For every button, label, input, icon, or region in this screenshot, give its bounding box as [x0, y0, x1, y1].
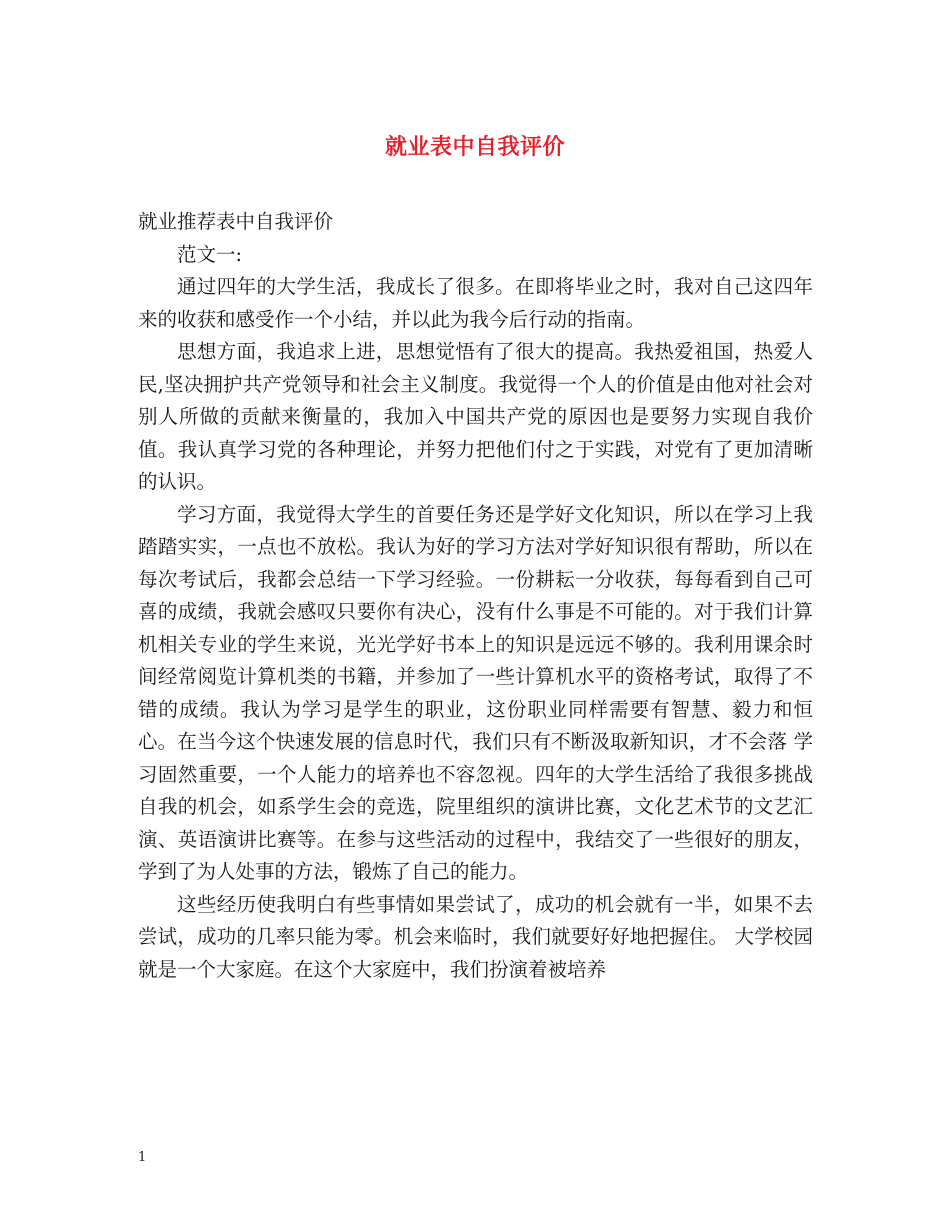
document-body — [138, 206, 813, 986]
paragraph-ideology: 思想方面，我追求上进，思想觉悟有了很大的提高。我热爱祖国，热爱人民,坚决拥护共产党领导和社会主义制度。我觉得一个人的价值是由他对社会对别人所做的贡献来衡量的，我加入中国共产党的原因也是要努力实现自我价值。我认真学习党的各种理论，并努力把他们付之于实践，对党有了更加清晰的认识。 — [138, 340, 813, 493]
document-subtitle: 就业推荐表中自我评价 — [138, 210, 334, 233]
section-label: 范文一: — [177, 242, 243, 266]
paragraph-experience: 这些经历使我明白有些事情如果尝试了，成功的机会就有一半，如果不去尝试，成功的几率只能为零。机会来临时，我们就要好好地把握住。 大学校园就是一个大家庭。在这个大家庭中，我们扮演着被培养 — [138, 892, 813, 981]
paragraph-intro: 通过四年的大学生活，我成长了很多。在即将毕业之时，我对自己这四年来的收获和感受作一个小结，并以此为我今后行动的指南。 — [138, 275, 813, 331]
paragraph-study: 学习方面，我觉得大学生的首要任务还是学好文化知识，所以在学习上我踏踏实实，一点也不放松。我认为好的学习方法对学好知识很有帮助，所以在每次考试后，我都会总结一下学习经验。一份耕耘一分收获，每每看到自己可喜的成绩，我就会感叹只要你有决心，没有什么事是不可能的。对于我们计算机相关专业的学生来说，光光学好书本上的知识是远远不够的。我利用课余时间经常阅览计算机类的书籍，并参加了一些计算机水平的资格考试，取得了不错的成绩。我认为学习是学生的职业，这份职业同样需要有智慧、毅力和恒心。在当今这个快速发展的信息时代，我们只有不断汲取新知识，才不会落 学习固然重要，一个人能力的培养也不容忽视。四年的大学生活给了我很多挑战自我的机会，如系学生会的竞选，院里组织的演讲比赛，文化艺术节的文艺汇演、英语演讲比赛等。在参与这些活动的过程中，我结交了一些很好的朋友，学到了为人处事的方法，锻炼了自己的能力。 — [138, 502, 813, 883]
page-title: 就业表中自我评价 — [384, 134, 565, 160]
page-number: 1 — [138, 1150, 147, 1165]
